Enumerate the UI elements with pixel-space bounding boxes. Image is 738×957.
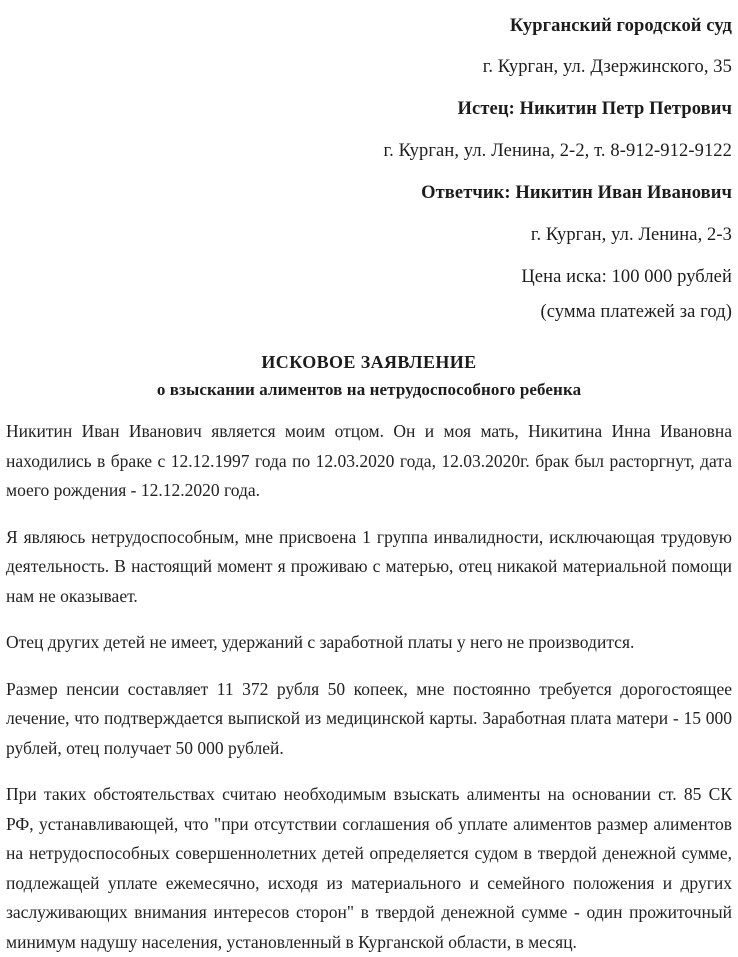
- defendant-name: Ответчик: Никитин Иван Иванович: [421, 183, 732, 203]
- plaintiff-name: Истец: Никитин Петр Петрович: [457, 99, 732, 119]
- paragraph-disability: Я являюсь нетрудоспособным, мне присвоена 1 группа инвалидности, исключающая трудовую деятельность. В настоящий момент я проживаю с матерью, отец никакой материальной помощи нам не оказывает.: [6, 526, 732, 606]
- document-body: [6, 417, 732, 957]
- paragraph-income: Размер пенсии составляет 11 372 рубля 50 копеек, мне постоянно требуется дорогостоящее лечение, что подтверждается выпиской из медицинской карты. Заработная плата матери - 15 000 рублей, отец получает 50 000 рублей.: [6, 678, 732, 758]
- claim-amount: Цена иска: 100 000 рублей: [521, 267, 732, 287]
- title-block: [6, 349, 732, 405]
- defendant-address: г. Курган, ул. Ленина, 2-3: [530, 225, 732, 245]
- plaintiff-address: г. Курган, ул. Ленина, 2-2, т. 8-912-912-9122: [383, 141, 732, 161]
- addressee-header-block: [6, 0, 732, 327]
- document-subtitle: о взыскании алиментов на нетрудоспособного ребенка: [156, 380, 582, 399]
- paragraph-other-children: Отец других детей не имеет, удержаний с заработной платы у него не производится.: [6, 632, 635, 652]
- claim-amount-note: (сумма платежей за год): [540, 302, 732, 322]
- document-title: ИСКОВОЕ ЗАЯВЛЕНИЕ: [261, 352, 477, 372]
- paragraph-family-history: Никитин Иван Иванович является моим отцом. Он и моя мать, Никитина Инна Ивановна находились в браке с 12.12.1997 года по 12.03.2020 года, 12.03.2020г. брак был расторгнут, дата моего рождения - 12.12.2020 года.: [6, 421, 732, 500]
- paragraph-legal-basis: При таких обстоятельствах считаю необходимым взыскать алименты на основании ст. 85 СК РФ, устанавливающей, что "при отсутствии соглашения об уплате алиментов размер алиментов на нетрудоспособных совершеннолетних детей определяется судом в твердой денежной сумме, подлежащей уплате ежемесячно, исходя из материального и семейного положения и других заслуживающих внимания интересов сторон" в твердой денежной сумме - один прожиточный минимум надушу населения, установленный в Курганской области, в месяц.: [6, 784, 732, 952]
- court-address: г. Курган, ул. Дзержинского, 35: [482, 57, 732, 77]
- court-name: Курганский городской суд: [509, 16, 732, 36]
